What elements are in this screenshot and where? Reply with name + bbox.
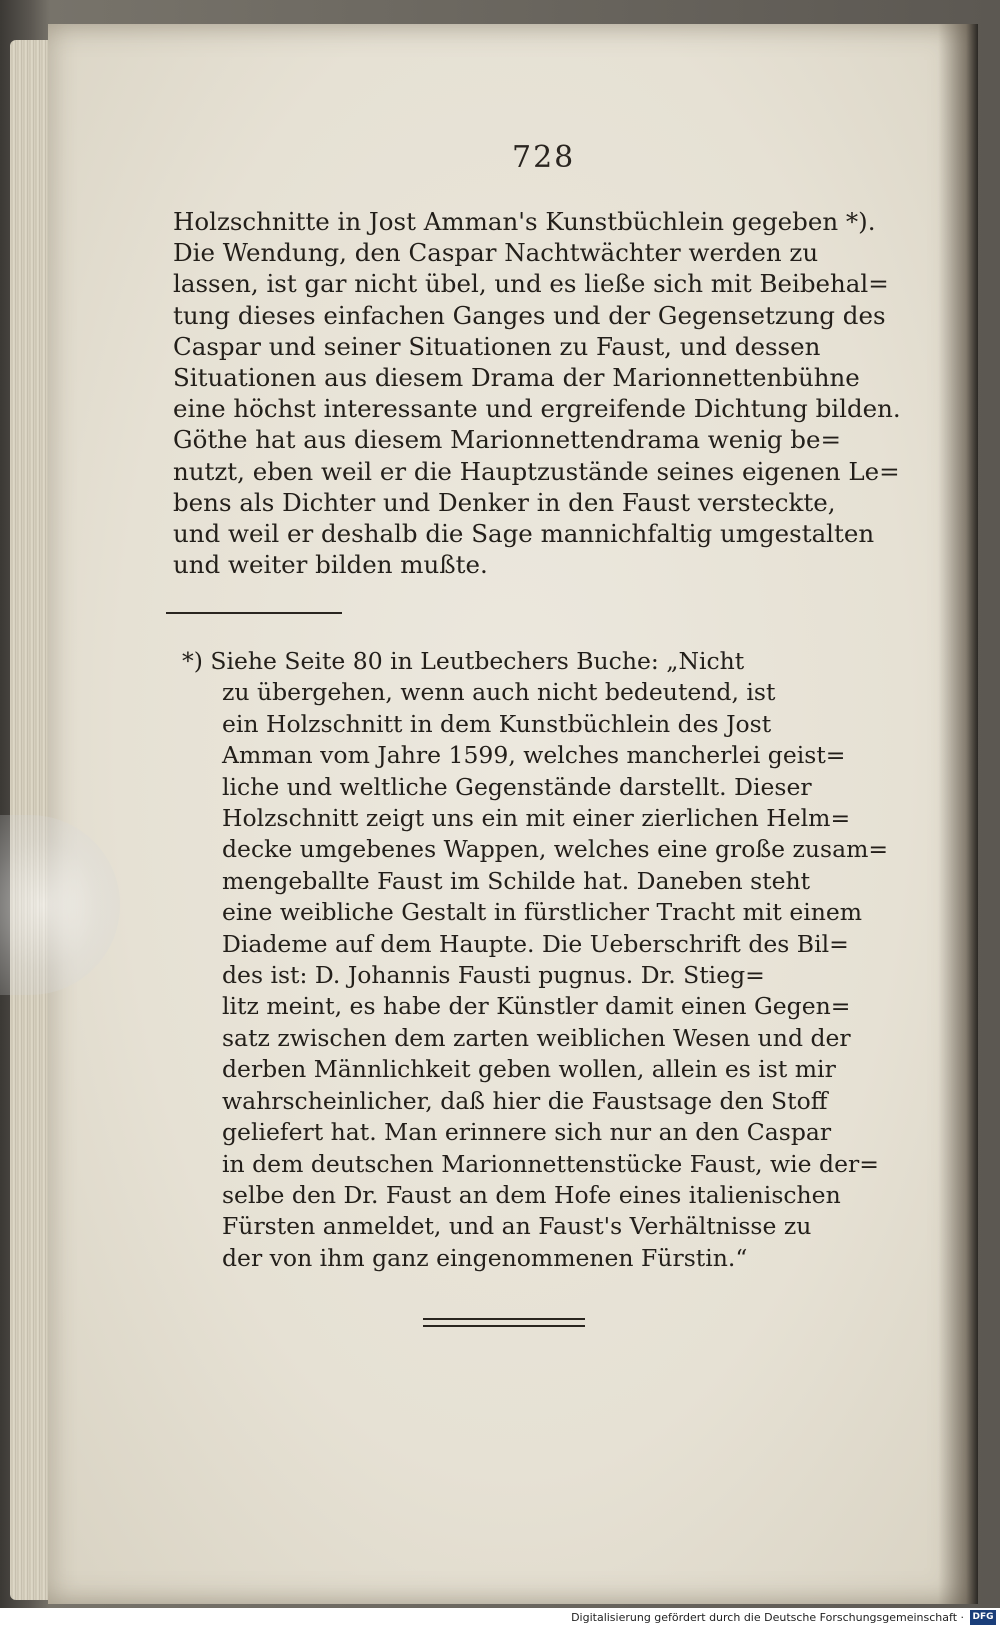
footnote-line: Amman vom Jahre 1599, welches mancherlei geist= [222, 741, 846, 770]
footnote-line: satz zwischen dem zarten weiblichen Wesen und der [222, 1023, 851, 1052]
footnote-divider [166, 612, 342, 614]
main-text-line: Caspar und seiner Situationen zu Faust, und dessen [173, 331, 821, 361]
book-gutter-shadow [938, 24, 978, 1604]
footnote-line: in dem deutschen Marionnettenstücke Faust, wie der= [222, 1149, 879, 1178]
digitization-credit: Digitalisierung gefördert durch die Deutsche Forschungsgemeinschaft · [571, 1611, 964, 1624]
footnote-line: geliefert hat. Man erinnere sich nur an den Caspar [222, 1118, 832, 1147]
footnote-line: Holzschnitt zeigt uns ein mit einer zierlichen Helm= [222, 804, 851, 833]
end-double-rule [423, 1318, 585, 1327]
footnote-line: liche und weltliche Gegenstände darstellt. Dieser [222, 772, 812, 801]
footnote-line: litz meint, es habe der Künstler damit einen Gegen= [222, 992, 851, 1021]
footnote [182, 646, 889, 1274]
main-text-line: Holzschnitte in Jost Amman's Kunstbüchlein gegeben *). [173, 207, 876, 236]
main-text-line: Göthe hat aus diesem Marionnettendrama wenig be= [173, 425, 842, 455]
footnote-line: Fürsten anmeldet, und an Faust's Verhältnisse zu [222, 1212, 812, 1241]
main-text [173, 206, 901, 580]
main-text-line: bens als Dichter und Denker in den Faust versteckte, [173, 487, 836, 517]
footnote-line: *) Siehe Seite 80 in Leutbechers Buche: „Nicht [182, 647, 745, 675]
footnote-line: zu übergehen, wenn auch nicht bedeutend, ist [222, 678, 776, 707]
main-text-line: Situationen aus diesem Drama der Marionnettenbühne [173, 363, 860, 393]
main-text-line: und weil er deshalb die Sage mannichfaltig umgestalten [173, 519, 875, 549]
main-text-line: eine höchst interessante und ergreifende Dichtung bilden. [173, 394, 901, 424]
footnote-line: wahrscheinlicher, daß hier die Faustsage den Stoff [222, 1086, 828, 1115]
footnote-line: selbe den Dr. Faust an dem Hofe eines italienischen [222, 1180, 841, 1209]
page-number: 728 [512, 140, 576, 175]
main-text-line: nutzt, eben weil er die Hauptzustände seines eigenen Le= [173, 456, 900, 486]
dfg-logo: DFG [970, 1610, 996, 1625]
main-text-line: und weiter bilden mußte. [173, 550, 488, 580]
main-text-line: Die Wendung, den Caspar Nachtwächter werden zu [173, 238, 819, 268]
main-text-line: tung dieses einfachen Ganges und der Gegensetzung des [173, 300, 886, 330]
footnote-line: derben Männlichkeit geben wollen, allein es ist mir [222, 1055, 836, 1084]
footnote-line: eine weibliche Gestalt in fürstlicher Tracht mit einem [222, 898, 863, 927]
footnote-line: ein Holzschnitt in dem Kunstbüchlein des Jost [222, 709, 772, 738]
credit-bar [0, 1608, 1000, 1628]
footnote-line: des ist: D. Johannis Fausti pugnus. Dr. Stieg= [222, 961, 765, 990]
footnote-line: decke umgebenes Wappen, welches eine große zusam= [222, 835, 889, 864]
footnote-line: mengeballte Faust im Schilde hat. Daneben steht [222, 866, 811, 895]
footnote-line: der von ihm ganz eingenommenen Fürstin.“ [222, 1243, 748, 1272]
main-text-line: lassen, ist gar nicht übel, und es ließe sich mit Beibehal= [173, 269, 889, 299]
footnote-line: Diademe auf dem Haupte. Die Ueberschrift des Bil= [222, 929, 849, 958]
